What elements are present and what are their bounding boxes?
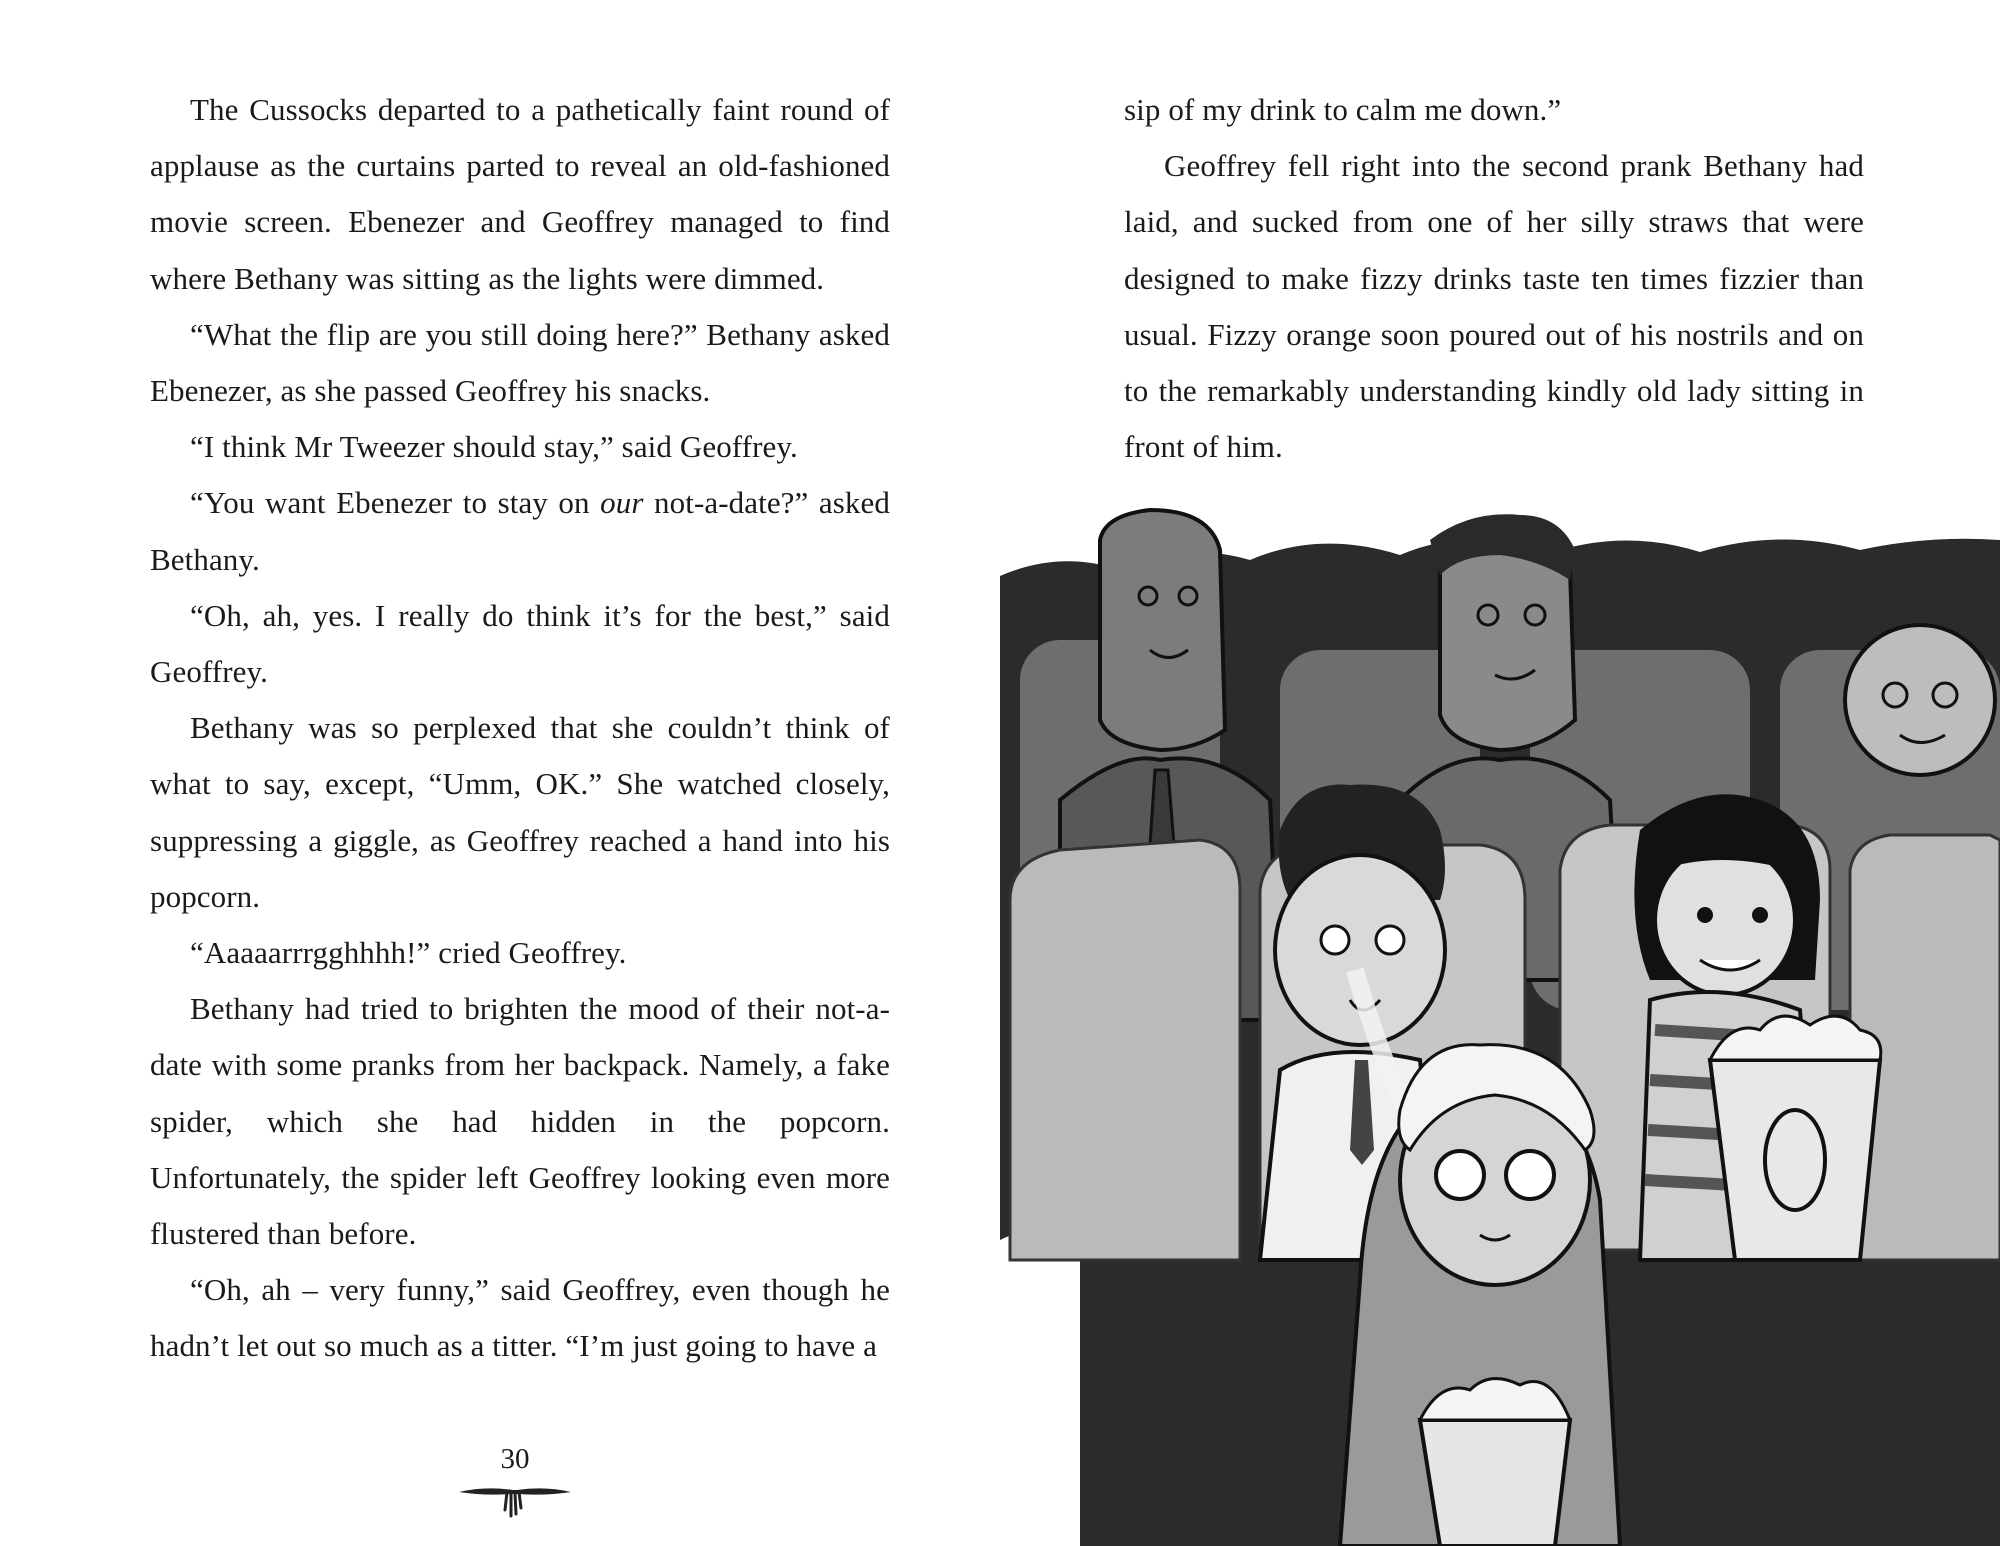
white-gutter bbox=[1000, 1231, 1080, 1546]
paragraph: “I think Mr Tweezer should stay,” said Geoffrey. bbox=[190, 429, 798, 465]
emphasis: our bbox=[600, 485, 644, 521]
paragraph: “What the flip are you still doing here?” Bethany asked Ebenezer, as she passed Geoffrey his snacks. bbox=[150, 316, 890, 409]
girl-back-figure bbox=[1845, 625, 1995, 775]
paragraph: Bethany was so perplexed that she couldn’t think of what to say, except, “Umm, OK.” She watched closely, suppressing a giggle, as Geoffrey reached a hand into his popcorn. bbox=[150, 710, 890, 914]
text-run: “You want Ebenezer to stay on bbox=[190, 485, 601, 521]
popcorn-box-bottom bbox=[1420, 1379, 1570, 1546]
page-number: 30 bbox=[500, 1443, 530, 1475]
cinema-illustration bbox=[1000, 500, 2000, 1546]
right-page bbox=[1124, 82, 1864, 475]
page-folio bbox=[455, 1442, 575, 1529]
front-seat bbox=[1010, 840, 1240, 1260]
paragraph bbox=[150, 475, 890, 587]
left-page bbox=[150, 82, 890, 1375]
paragraph: Bethany had tried to brighten the mood of their not-a-date with some pranks from her backpack. Namely, a fake spider, which she had hidden in the popcorn. Unfortunately, the spider left Geoffrey looking even more flustered than before. bbox=[150, 991, 890, 1252]
paragraph: Geoffrey fell right into the second prank Bethany had laid, and sucked from one of her silly straws that were designed to make fizzy drinks taste ten times fizzier than usual. Fizzy orange soon poured out of his nostrils and on to the remarkably understanding kindly old lady sitting in front of him. bbox=[1124, 148, 1864, 465]
paragraph: sip of my drink to calm me down.” bbox=[1124, 92, 1562, 127]
text-run: not-a-date?” asked Bethany. bbox=[150, 485, 890, 577]
folio-ornament-icon bbox=[455, 1476, 575, 1524]
paragraph: The Cussocks departed to a pathetically faint round of applause as the curtains parted to reveal an old-fashioned movie screen. Ebenezer and Geoffrey managed to find where Bethany was sitting as the lights were dimmed. bbox=[150, 92, 890, 296]
popcorn-box-right bbox=[1710, 1016, 1881, 1260]
paragraph: “Oh, ah, yes. I really do think it’s for the best,” said Geoffrey. bbox=[150, 597, 890, 690]
paragraph: “Aaaaarrrgghhhh!” cried Geoffrey. bbox=[190, 935, 627, 971]
paragraph: “Oh, ah – very funny,” said Geoffrey, even though he hadn’t let out so much as a titter. “I’m just going to have a bbox=[150, 1272, 890, 1364]
